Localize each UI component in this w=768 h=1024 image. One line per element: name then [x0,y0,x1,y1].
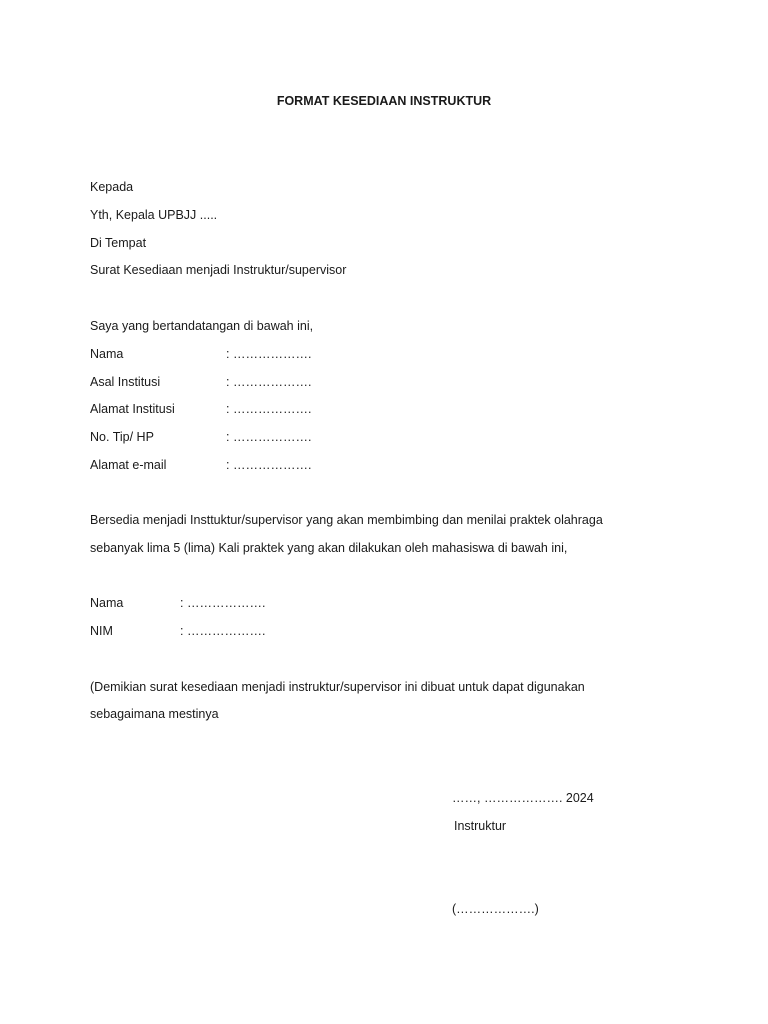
address-recipient: Kepada [90,180,134,194]
student-nim-value: : ………………. [180,624,266,638]
institution-address-label: Alamat Institusi [90,402,175,416]
phone-label: No. Tip/ HP [90,430,154,444]
address-head: Yth, Kepala UPBJJ ..... [90,208,218,222]
instructor-name-label: Nama [90,347,124,361]
institution-label: Asal Institusi [90,375,161,389]
statement-line-1: Bersedia menjadi Insttuktur/supervisor yang akan membimbing dan menilai praktek olahraga [90,513,603,527]
email-label: Alamat e-mail [90,458,167,472]
statement-line-2: sebanyak lima 5 (lima) Kali praktek yang akan dilakukan oleh mahasiswa di bawah ini, [90,541,568,555]
email-value: : ………………. [226,458,312,472]
address-place: Di Tempat [90,236,147,250]
student-name-value: : ………………. [180,596,266,610]
student-name-label: Nama [90,596,124,610]
signature-date: ……, ………………. 2024 [452,791,594,805]
institution-value: : ………………. [226,375,312,389]
signature-role: Instruktur [454,819,507,833]
document-title: FORMAT KESEDIAAN INSTRUKTUR [276,94,492,108]
institution-address-value: : ………………. [226,402,312,416]
student-nim-label: NIM [90,624,113,638]
signature-name: (……………….) [452,902,539,916]
intro-text: Saya yang bertandatangan di bawah ini, [90,319,314,333]
instructor-name-value: : ………………. [226,347,312,361]
phone-value: : ………………. [226,430,312,444]
letter-subject: Surat Kesediaan menjadi Instruktur/supervisor [90,263,347,277]
closing-line-1: (Demikian surat kesediaan menjadi instruktur/supervisor ini dibuat untuk dapat digunakan [90,680,585,694]
closing-line-2: sebagaimana mestinya [90,707,219,721]
